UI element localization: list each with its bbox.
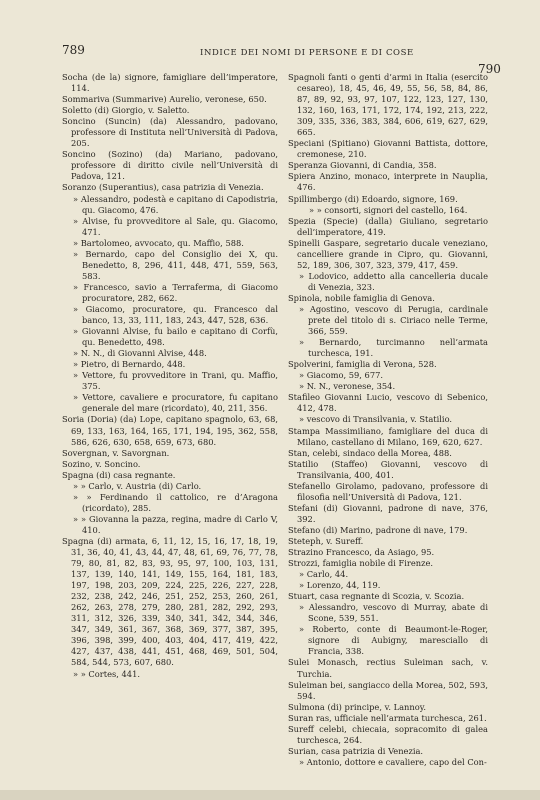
- index-entry: Stefani (di) Giovanni, padrone di nave, 376, 392.: [288, 502, 488, 524]
- index-entry: » Giacomo, 59, 677.: [299, 370, 384, 381]
- index-entry: Stefanello Girolamo, padovano, professore di filosofia nell’Università di Padova, 121.: [288, 480, 488, 502]
- index-entry: Stampa Massimiliano, famigliare del duca di Milano, castellano di Milano, 169, 620, 627.: [288, 425, 488, 447]
- index-entry: Spagnoli fanti o genti d’armi in Italia (esercito cesareo), 18, 45, 46, 49, 55, 56, 58, 84, 86, 87, 89, 92, 93, 97, 107, 122, 123, 127, 130, 132, 160, 163, 171, 172, 174, 192, 213, 222, 309, 335, 336, 383, 384, 606, 619, 627, 629, 665.: [288, 72, 488, 138]
- index-entry: Sovergnan, v. Savorgnan.: [62, 447, 170, 458]
- index-entry: Spiera Anzino, monaco, interprete in Nauplia, 476.: [288, 171, 488, 193]
- index-entry: Soncino (Suncin) (da) Alessandro, padovano, professore di Instituta nell’Università di Padova, 205.: [62, 116, 278, 149]
- index-entry: » Alessandro, vescovo di Murray, abate di Scone, 539, 551.: [299, 602, 488, 624]
- index-entry: Spolverini, famiglia di Verona, 528.: [288, 359, 437, 370]
- right-page-number: 790: [478, 62, 501, 76]
- index-entry: » » Ferdinando il cattolico, re d’Aragona (ricordato), 285.: [73, 491, 278, 513]
- right-index-column: [288, 72, 488, 768]
- left-page-number: 789: [62, 43, 85, 57]
- index-entry: » » consorti, signori del castello, 164.: [309, 204, 468, 215]
- index-entry: Sozino, v. Soncino.: [62, 458, 141, 469]
- index-entry: Stan, celebi, sindaco della Morea, 488.: [288, 447, 452, 458]
- index-entry: » Alvise, fu provveditore al Sale, qu. Giacomo, 471.: [73, 215, 278, 237]
- index-entry: Sulmona (di) principe, v. Lannoy.: [288, 701, 426, 712]
- index-entry: Strazino Francesco, da Asiago, 95.: [288, 547, 435, 558]
- index-entry: Spezia (Specie) (dalla) Giuliano, segretario dell’imperatore, 419.: [288, 215, 488, 237]
- index-entry: Sulei Monasch, rectius Suleiman sach, v. Turchia.: [288, 657, 488, 679]
- index-entry: Spagna (di) casa regnante.: [62, 469, 176, 480]
- index-entry: Stafileo Giovanni Lucio, vescovo di Sebenico, 412, 478.: [288, 392, 488, 414]
- index-entry: » Giacomo, procuratore, qu. Francesco dal banco, 13, 33, 111, 183, 243, 447, 528, 636.: [73, 303, 278, 326]
- index-entry: » Antonio, dottore e cavaliere, capo del Con-: [299, 756, 487, 767]
- index-entry: » Giovanni Alvise, fu bailo e capitano di Corfù, qu. Benedetto, 498.: [73, 326, 278, 348]
- index-entry: » Lorenzo, 44, 119.: [299, 580, 381, 591]
- index-entry: Spinelli Gaspare, segretario ducale veneziano, cancelliere grande in Cipro, qu. Giovanni, 52, 189, 306, 307, 323, 379, 417, 459.: [288, 237, 488, 270]
- index-entry: Soranzo (Superantius), casa patrizia di Venezia.: [62, 182, 264, 193]
- index-entry: » » Cortes, 441.: [73, 668, 140, 679]
- index-entry: Surian, casa patrizia di Venezia.: [288, 745, 424, 756]
- index-entry: » » Carlo, v. Austria (di) Carlo.: [73, 480, 202, 491]
- index-entry: Soletto (di) Giorgio, v. Saletto.: [62, 105, 190, 116]
- index-entry: » N. N., di Giovanni Alvise, 448.: [73, 348, 207, 359]
- index-entry: Suleiman bei, sangiacco della Morea, 502, 593, 594.: [288, 679, 488, 701]
- index-entry: Soncino (Sozino) (da) Mariano, padovano, professore di diritto civile nell’Università di Padova, 121.: [62, 149, 278, 182]
- index-entry: Speranza Giovanni, di Candia, 358.: [288, 160, 437, 171]
- index-entry: Spillimbergo (di) Edoardo, signore, 169.: [288, 193, 458, 204]
- index-entry: Stefano (di) Marino, padrone di nave, 179.: [288, 524, 468, 535]
- index-entry: Steteph, v. Sureff.: [288, 535, 364, 546]
- index-entry: Spagna (di) armata, 6, 11, 12, 15, 16, 17, 18, 19, 31, 36, 40, 41, 43, 44, 47, 48, 61, 69, 76, 77, 78, 79, 80, 81, 82, 83, 93, 95, 97, 100, 103, 131, 137, 139, 140, 141, 149, 155, 164, 181, 183, 197, 198, 203, 209, 224, 225, 226, 227, 228, 232, 238, 242, 246, 251, 252, 253, 260, 261, 262, 263, 278, 279, 280, 281, 282, 292, 293, 311, 312, 326, 339, 340, 341, 342, 344, 346, 347, 349, 361, 367, 368, 369, 377, 387, 395, 396, 398, 399, 400, 403, 404, 417, 419, 422, 427, 437, 438, 441, 451, 468, 469, 501, 504, 584, 544, 573, 607, 680.: [62, 535, 278, 668]
- left-index-column: [62, 72, 278, 680]
- index-entry: » Bartolomeo, avvocato, qu. Maffio, 588.: [73, 237, 244, 248]
- index-entry: » Agostino, vescovo di Perugia, cardinale prete del titolo di s. Ciriaco nelle Terme, 366, 559.: [299, 303, 488, 337]
- index-entry: Sureff celebi, chiecaia, sopracomito di galea turchesca, 264.: [288, 723, 488, 745]
- index-entry: Suran ras, ufficiale nell’armata turchesca, 261.: [288, 712, 487, 723]
- index-entry: Soria (Doria) (da) Lope, capitano spagnolo, 63, 68, 69, 133, 163, 164, 165, 171, 194, 195, 362, 558, 586, 626, 630, 658, 659, 673, 680.: [62, 414, 278, 447]
- index-entry: » Bernardo, capo del Consiglio dei X, qu. Benedetto, 8, 296, 411, 448, 471, 559, 563, 583.: [73, 248, 278, 281]
- index-entry: » Carlo, 44.: [299, 569, 349, 580]
- index-entry: Strozzi, famiglia nobile di Firenze.: [288, 558, 434, 569]
- index-entry: » Lodovico, addetto alla cancelleria ducale di Venezia, 323.: [299, 270, 488, 292]
- index-entry: » » Giovanna la pazza, regina, madre di Carlo V, 410.: [73, 513, 278, 535]
- index-entry: » Roberto, conte di Beaumont-le-Roger, signore di Aubigny, maresciallo di Francia, 338.: [299, 624, 488, 657]
- index-entry: Speciani (Spitiano) Giovanni Battista, dottore, cremonese, 210.: [288, 138, 488, 160]
- index-entry: Statilio (Staffeo) Giovanni, vescovo di Transilvania, 400, 401.: [288, 458, 488, 480]
- page-bottom-edge: [0, 790, 540, 800]
- index-entry: » vescovo di Transilvania, v. Statilio.: [299, 414, 453, 425]
- index-entry: » Vettore, cavaliere e procuratore, fu capitano generale del mare (ricordato), 40, 211, 356.: [73, 392, 278, 414]
- index-entry: Socha (de la) signore, famigliare dell’imperatore, 114.: [62, 72, 278, 94]
- index-entry: » Bernardo, turcimanno nell’armata turchesca, 191.: [299, 337, 488, 359]
- index-entry: » N. N., veronese, 354.: [299, 381, 396, 392]
- index-entry: Sommariva (Summarive) Aurelio, veronese, 650.: [62, 94, 267, 105]
- index-entry: Stuart, casa regnante di Scozia, v. Scozia.: [288, 591, 465, 602]
- index-entry: Spinola, nobile famiglia di Genova.: [288, 292, 435, 303]
- running-title: INDICE DEI NOMI DI PERSONE E DI COSE: [200, 48, 414, 58]
- index-entry: » Francesco, savio a Terraferma, di Giacomo procuratore, 282, 662.: [73, 281, 278, 303]
- index-entry: » Pietro, di Bernardo, 448.: [73, 359, 186, 370]
- index-entry: » Alessandro, podestà e capitano di Capodistria, qu. Giacomo, 476.: [73, 193, 278, 215]
- index-entry: » Vettore, fu provveditore in Trani, qu. Maffio, 375.: [73, 370, 278, 392]
